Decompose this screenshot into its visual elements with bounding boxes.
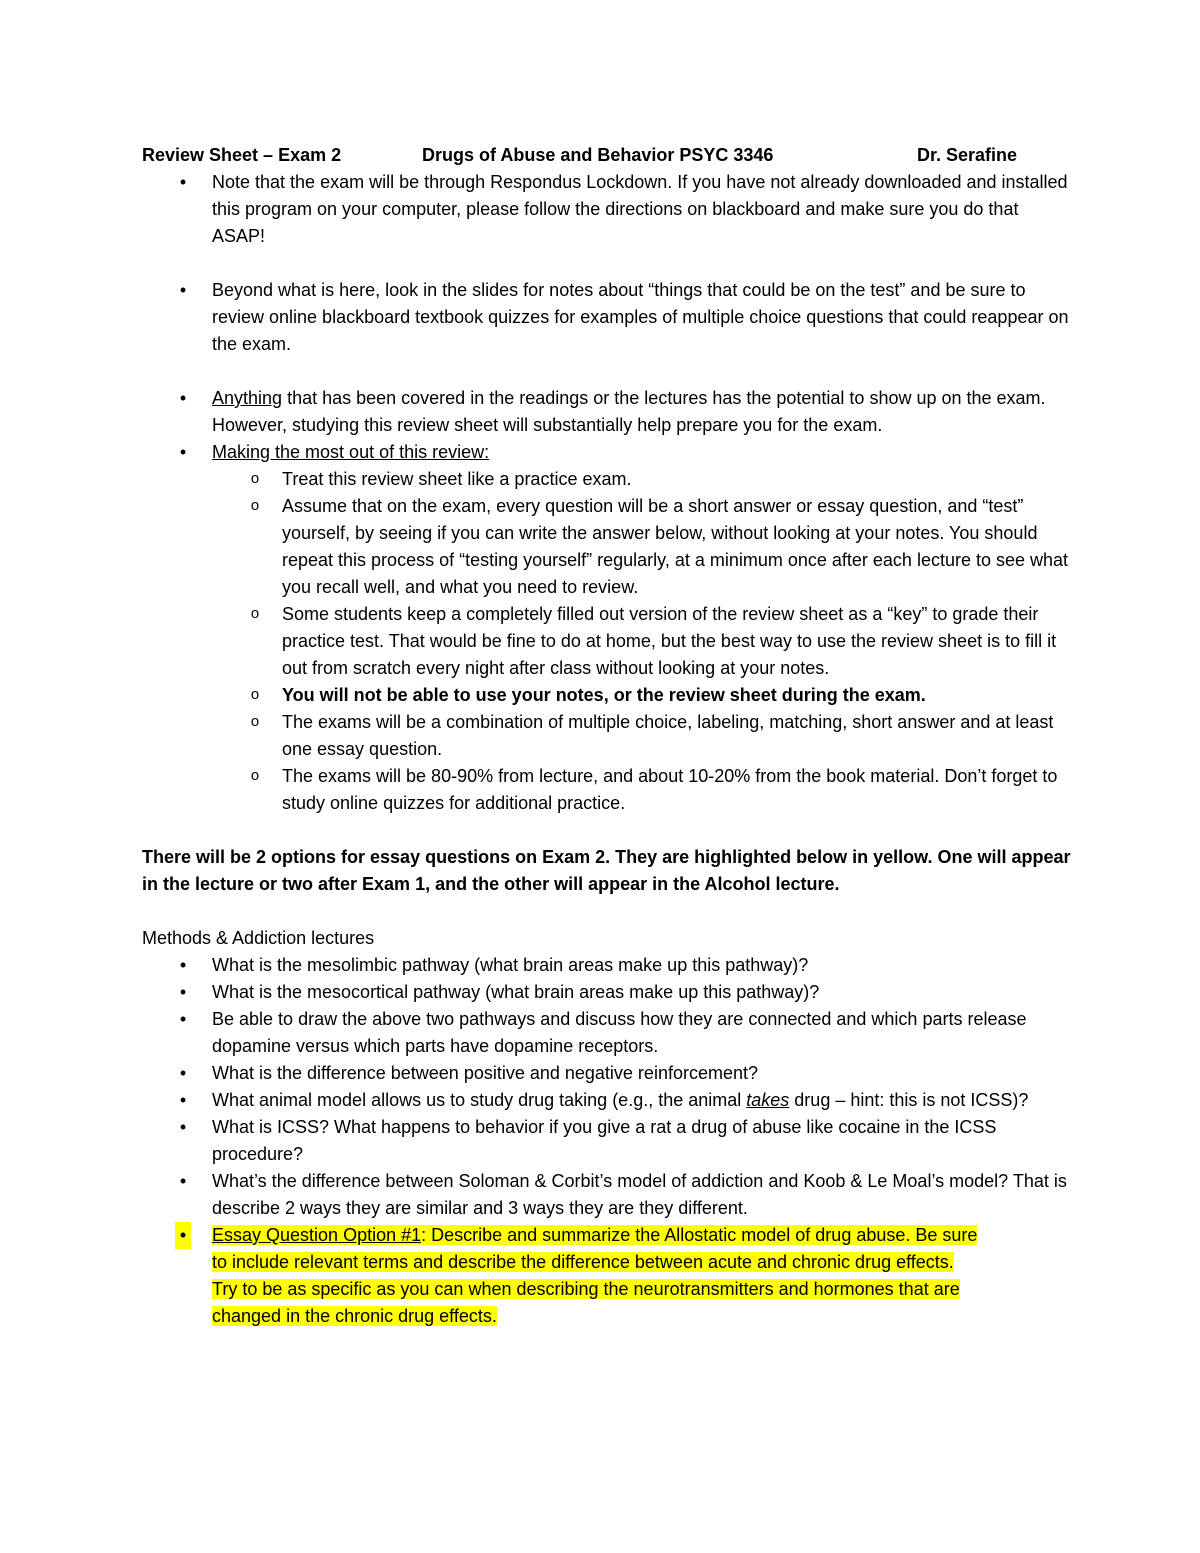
question-list	[142, 952, 1072, 1330]
sub-item-text: Some students keep a completely filled out version of the review sheet as a “key” to grade their practice test. That would be fine to do at home, but the best way to use the review sheet is to fill it out from scratch every night after class without looking at your notes.	[282, 604, 1057, 678]
sub-item-text-bold: You will not be able to use your notes, or the review sheet during the exam.	[282, 685, 926, 705]
question-text: Be able to draw the above two pathways and discuss how they are connected and which parts release dopamine versus which parts have dopamine receptors.	[212, 1009, 1027, 1056]
header-instructor: Dr. Serafine	[917, 145, 1018, 165]
bullet-icon: •	[179, 1171, 187, 1191]
bullet-icon: •	[179, 280, 187, 300]
sub-item-text: Assume that on the exam, every question will be a short answer or essay question, and “test” yourself, by seeing if you can write the answer below, without looking at your notes. You should repeat this process of “testing yourself” regularly, at a minimum once after each lecture to see what you recall well, and what you need to review.	[282, 496, 1069, 597]
bullet-icon: •	[179, 982, 187, 1002]
section-title: Methods & Addiction lectures	[142, 928, 375, 948]
emphasized-word: takes	[746, 1090, 790, 1110]
page-header	[142, 142, 1072, 169]
bullet-text: Note that the exam will be through Respondus Lockdown. If you have not already downloaded and installed this program on your computer, please follow the directions on blackboard and make sure you do that ASAP!	[212, 172, 1068, 246]
question-item	[142, 1114, 1072, 1168]
question-text: What is the mesocortical pathway (what brain areas make up this pathway)?	[212, 982, 820, 1002]
document-body	[142, 142, 1072, 1330]
list-item	[142, 385, 1072, 439]
essay-notice: There will be 2 options for essay questions on Exam 2. They are highlighted below in yellow. One will appear in the lecture or two after Exam 1, and the other will appear in the Alcohol lecture.	[142, 847, 1071, 894]
circle-bullet-icon: o	[250, 498, 260, 515]
essay-option-text: to include relevant terms and describe the difference between acute and chronic drug effects.	[212, 1252, 954, 1272]
bullet-icon: •	[179, 172, 187, 192]
circle-bullet-icon: o	[250, 471, 260, 488]
list-item	[142, 169, 1072, 250]
question-text: What is the mesolimbic pathway (what brain areas make up this pathway)?	[212, 955, 809, 975]
sub-list-item	[212, 763, 1072, 817]
header-course: Drugs of Abuse and Behavior PSYC 3346	[422, 145, 774, 165]
sub-list-item	[212, 493, 1072, 601]
circle-bullet-icon: o	[250, 687, 260, 704]
bullet-icon: •	[179, 388, 187, 408]
circle-bullet-icon: o	[250, 768, 260, 785]
bullet-icon: •	[179, 1063, 187, 1083]
sub-list-item	[212, 709, 1072, 763]
bullet-icon: •	[179, 1117, 187, 1137]
question-item	[142, 1168, 1072, 1222]
question-item	[142, 1060, 1072, 1087]
bullet-text: that has been covered in the readings or the lectures has the potential to show up on the exam. However, studying this review sheet will substantially help prepare you for the exam.	[212, 388, 1046, 435]
bullet-icon: •	[175, 1222, 191, 1249]
sub-list-item	[212, 601, 1072, 682]
question-text: What is the difference between positive and negative reinforcement?	[212, 1063, 758, 1083]
question-item	[142, 1087, 1072, 1114]
sub-list-item	[212, 682, 1072, 709]
essay-option-text: changed in the chronic drug effects.	[212, 1306, 497, 1326]
question-text: What is ICSS? What happens to behavior if you give a rat a drug of abuse like cocaine in the ICSS procedure?	[212, 1117, 997, 1164]
essay-option-label: Essay Question Option #1	[212, 1225, 422, 1245]
question-text-end: drug – hint: this is not ICSS)?	[789, 1090, 1029, 1110]
sub-item-text: The exams will be 80-90% from lecture, and about 10-20% from the book material. Don’t forget to study online quizzes for additional practice.	[282, 766, 1058, 813]
making-most-sublist	[212, 466, 1072, 817]
circle-bullet-icon: o	[250, 606, 260, 623]
question-text: What animal model allows us to study drug taking (e.g., the animal	[212, 1090, 747, 1110]
sub-item-text: The exams will be a combination of multiple choice, labeling, matching, short answer and at least one essay question.	[282, 712, 1054, 759]
list-item	[142, 277, 1072, 358]
sub-list-item	[212, 466, 1072, 493]
question-item	[142, 952, 1072, 979]
header-title: Review Sheet – Exam 2	[142, 145, 342, 165]
intro-list-3	[142, 385, 1072, 817]
bullet-text: Beyond what is here, look in the slides for notes about “things that could be on the test” and be sure to review online blackboard textbook quizzes for examples of multiple choice questions that could reappear on the exam.	[212, 280, 1069, 354]
sub-item-text: Treat this review sheet like a practice exam.	[282, 469, 632, 489]
intro-list	[142, 169, 1072, 250]
making-most-label: Making the most out of this review:	[212, 442, 490, 462]
question-text: What’s the difference between Soloman & Corbit’s model of addiction and Koob & Le Moal’s model? That is describe 2 ways they are similar and 3 ways they are they different.	[212, 1171, 1067, 1218]
bullet-icon: •	[179, 1009, 187, 1029]
list-item-making-most	[142, 439, 1072, 817]
question-item	[142, 1006, 1072, 1060]
underlined-word: Anything	[212, 388, 283, 408]
intro-list-2	[142, 277, 1072, 358]
essay-question-item	[142, 1222, 1072, 1330]
bullet-icon: •	[179, 1090, 187, 1110]
essay-option-text: : Describe and summarize the Allostatic model of drug abuse. Be sure	[421, 1225, 978, 1245]
question-item	[142, 979, 1072, 1006]
circle-bullet-icon: o	[250, 714, 260, 731]
bullet-icon: •	[179, 442, 187, 462]
essay-option-text: Try to be as specific as you can when describing the neurotransmitters and hormones that are	[212, 1279, 960, 1299]
bullet-icon: •	[179, 955, 187, 975]
